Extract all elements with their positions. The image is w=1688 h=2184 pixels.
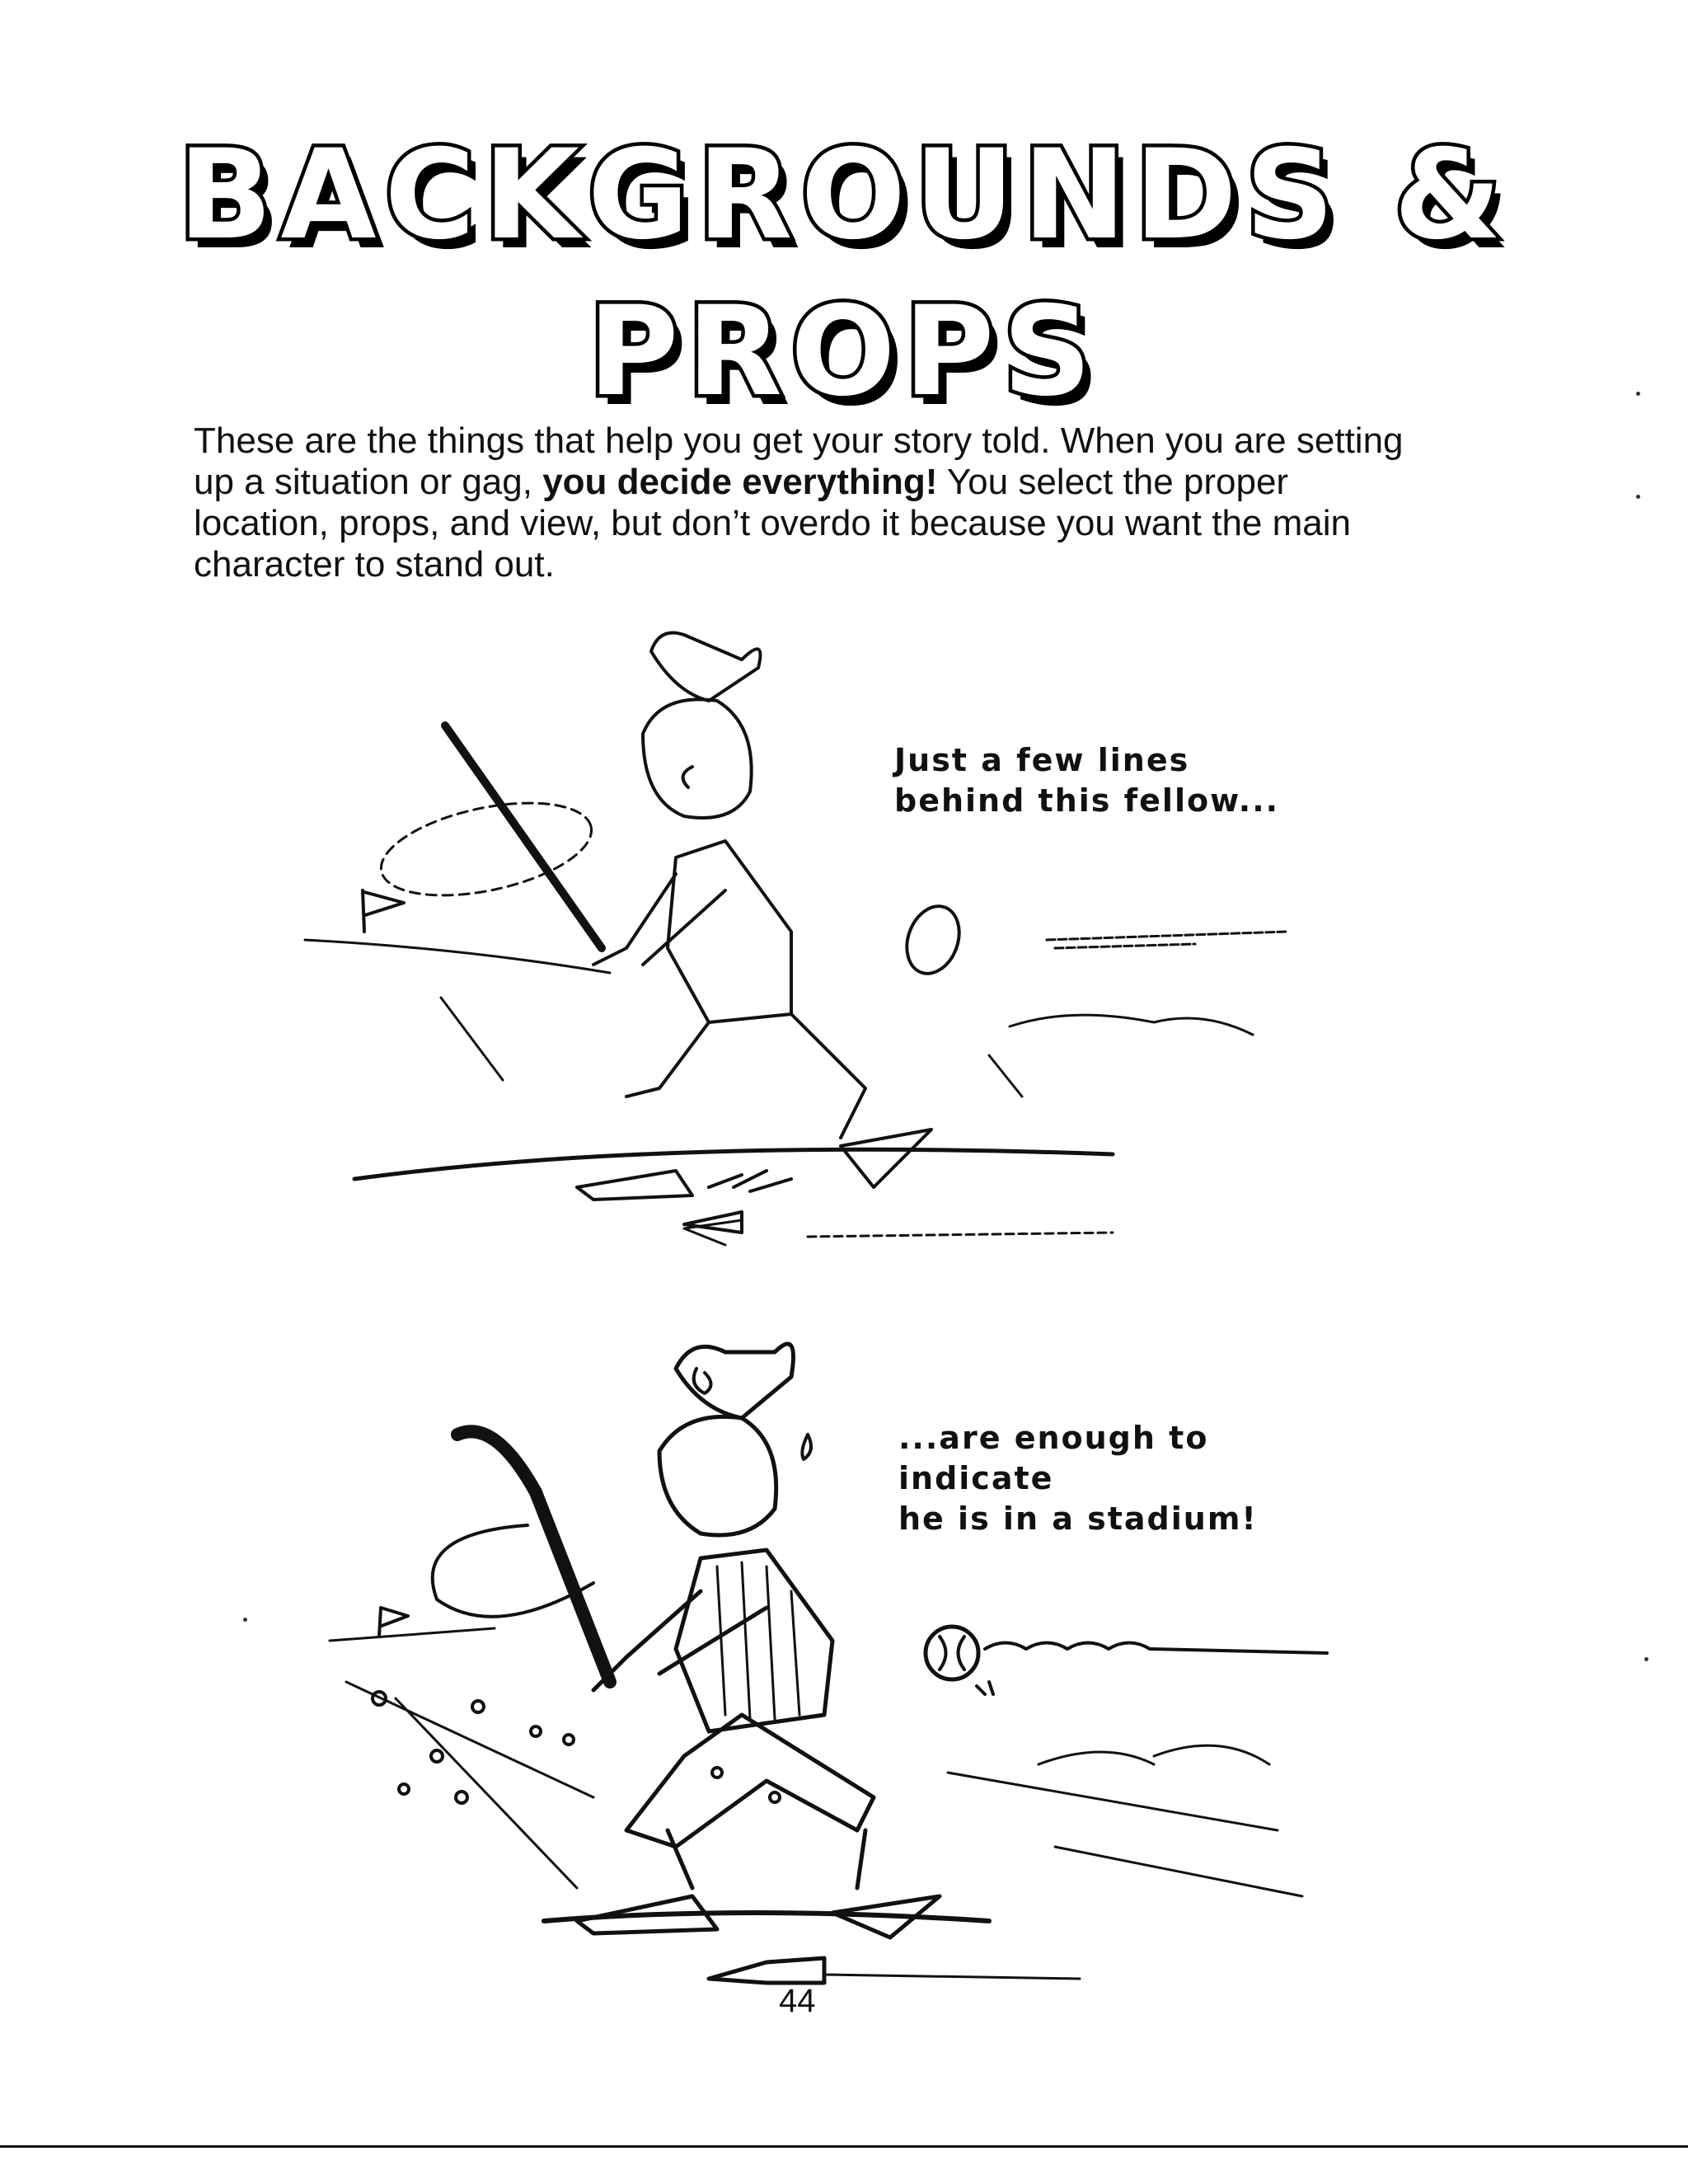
intro-bold-text: you decide everything! [542, 462, 938, 502]
caption-first-line2: behind this fellow... [894, 782, 1280, 819]
page-speck [243, 1618, 247, 1622]
ball-motion-lines [985, 1643, 1327, 1654]
home-plate-arrow [709, 1958, 824, 1983]
title-text-2: PROPS [588, 280, 1100, 424]
dirt-ground [544, 1913, 989, 1921]
crowd-dot [564, 1735, 574, 1745]
caption-first-line1: Just a few lines [894, 742, 1190, 778]
caption-second-line2: he is in a stadium! [898, 1501, 1258, 1537]
bottom-rule [0, 2145, 1688, 2148]
stands-seats [1039, 1745, 1269, 1764]
crowd-dot [770, 1792, 780, 1802]
ground-line [824, 1975, 1080, 1979]
ball-stitch [940, 1637, 964, 1670]
caption-second-line1: ...are enough to indicate [898, 1420, 1209, 1496]
crowd-dot [456, 1792, 467, 1803]
stadium-pennant [379, 1608, 408, 1637]
intro-text-1: These are the things that help you get your story told. When you are setting up a situation or gag, [194, 420, 1404, 502]
batter-legs-detailed [668, 1830, 865, 1888]
page-speck [1644, 1657, 1648, 1661]
batter-head-detailed [659, 1416, 776, 1535]
crowd-dot [399, 1784, 409, 1794]
page-number: 44 [779, 1983, 816, 2019]
stands-slope [346, 1682, 593, 1888]
stadium-baseball [926, 1627, 978, 1679]
crowd-dot [712, 1768, 722, 1778]
cap-logo-letter [694, 1369, 711, 1393]
stands-right [948, 1773, 1302, 1896]
caption-second [898, 1418, 1360, 1539]
page-speck [1636, 392, 1640, 396]
intro-text-2: You select the proper location, props, and view, but don’t overdo it because you want the main character to stand out. [194, 462, 1351, 585]
crowd-dot [531, 1726, 541, 1736]
sweat-drop [802, 1435, 811, 1459]
batter-pants [626, 1715, 874, 1847]
batter-bat-detailed [457, 1431, 610, 1682]
jersey-stripes [717, 1562, 799, 1719]
crowd-dot [472, 1701, 484, 1712]
crowd-dot [431, 1750, 443, 1762]
title-text-1: BACKGROUNDS & [178, 124, 1510, 267]
stadium-upper-line [330, 1628, 495, 1641]
page-speck [1636, 495, 1640, 499]
batter-striped-jersey [676, 1550, 832, 1731]
ball-spin-marks [977, 1682, 993, 1694]
